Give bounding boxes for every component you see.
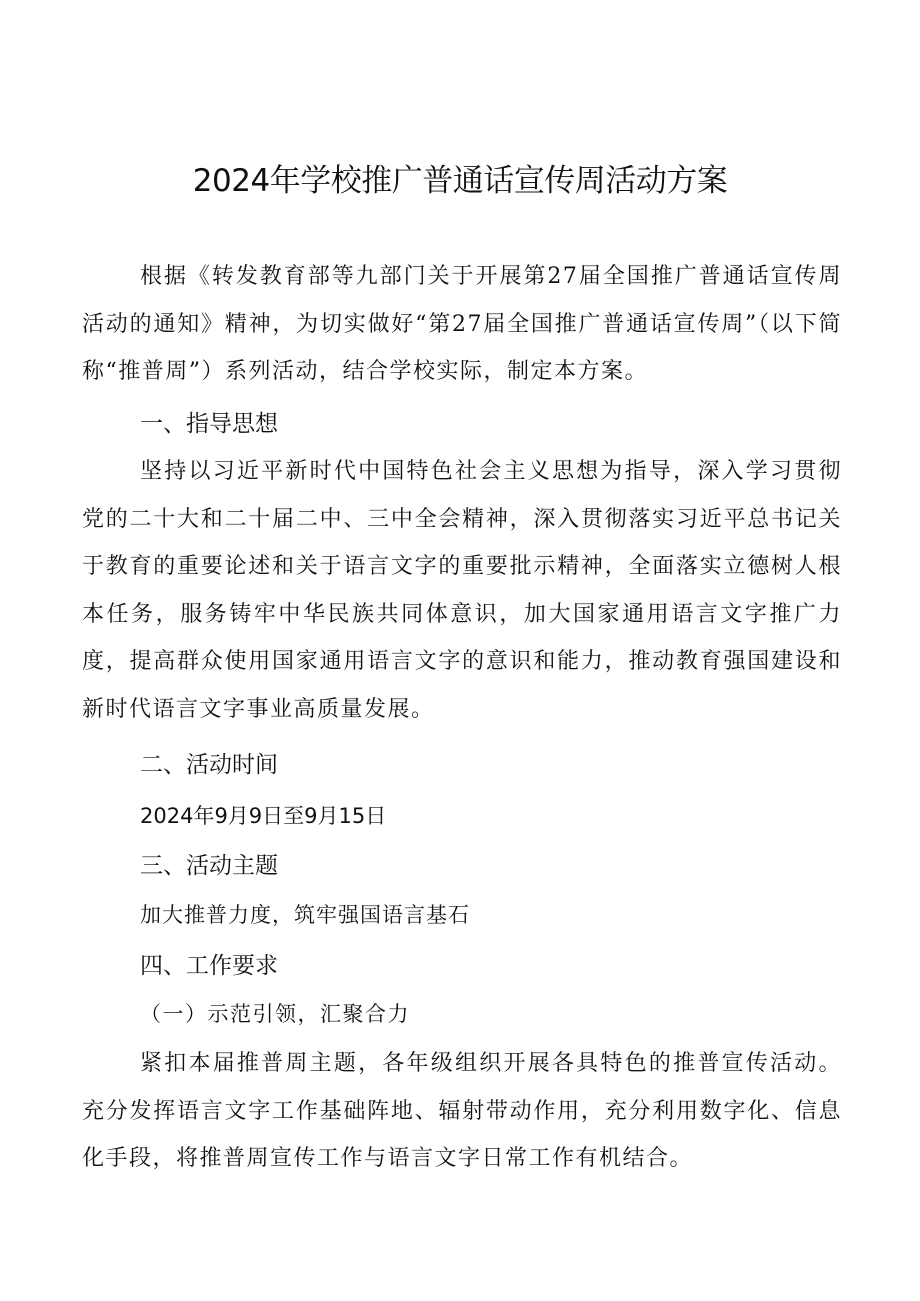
subsection-heading-demonstration: （一）示范引领，汇聚合力 — [140, 1002, 410, 1026]
section-heading-guiding-ideology: 一、指导思想 — [140, 411, 278, 437]
section-body-work-requirements: 紧扣本届推普周主题，各年级组织开展各具特色的推普宣传活动。充分发挥语言文字工作基础阵地、辐射带动作用，充分利用数字化、信息化手段，将推普周宣传工作与语言文字日常工作有机结合。 — [82, 1051, 842, 1171]
intro-paragraph: 根据《转发教育部等九部门关于开展第27届全国推广普通话宣传周活动的通知》精神，为切实做好“第27届全国推广普通话宣传周”（以下简称“推普周”）系列活动，结合学校实际，制定本方案。 — [82, 264, 842, 384]
section-heading-activity-time: 二、活动时间 — [140, 752, 278, 778]
document-title: 2024年学校推广普通话宣传周活动方案 — [192, 163, 728, 199]
section-body-guiding-ideology: 坚持以习近平新时代中国特色社会主义思想为指导，深入学习贯彻党的二十大和二十届二中、三中全会精神，深入贯彻落实习近平总书记关于教育的重要论述和关于语言文字的重要批示精神，全面落实立德树人根本任务，服务铸牢中华民族共同体意识，加大国家通用语言文字推广力度，提高群众使用国家通用语言文字的意识和能力，推动教育强国建设和新时代语言文字事业高质量发展。 — [82, 459, 842, 722]
section-body-activity-time: 2024年9月9日至9月15日 — [140, 804, 387, 828]
section-heading-activity-theme: 三、活动主题 — [140, 853, 278, 879]
section-heading-work-requirements: 四、工作要求 — [140, 953, 278, 979]
section-body-activity-theme: 加大推普力度，筑牢强国语言基石 — [140, 903, 470, 927]
